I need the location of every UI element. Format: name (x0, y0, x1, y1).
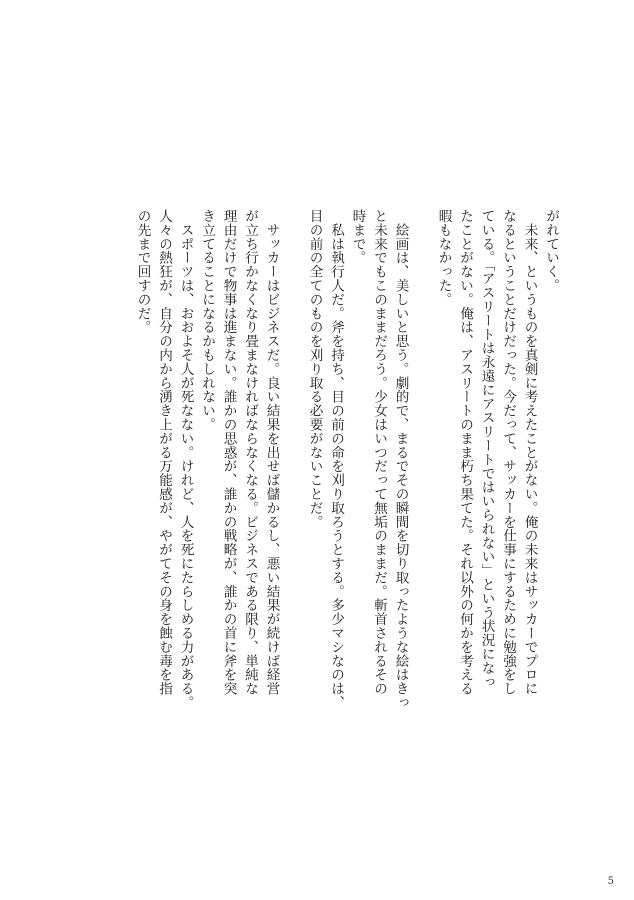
text-line: 絵画は、美しいと思う。劇的で、まるでその瞬間を切り取ったような絵はきっ (392, 209, 409, 710)
page-number: 5 (607, 876, 614, 887)
text-line: き立てることになるかもしれない。 (199, 209, 215, 432)
text-line: と未来でもこのままだろう。少女はいつだって無垢のままだ。斬首されるその (371, 209, 387, 696)
text-line: スポーツは、おおよそ人が死なない。けれど、人を死にたらしめる力がある。 (177, 209, 194, 710)
text-line: ている。「アスリートは永遠にアスリートではいられない」という状況になっ (478, 209, 495, 689)
text-line: 私は執行人だ。斧を持ち、目の前の命を刈り取ろうとする。多少マシなのは、 (328, 209, 344, 710)
text-line: 暇もなかった。 (435, 209, 452, 307)
text-line: の先まで回すのだ。 (134, 209, 151, 335)
text-line: サッカーはビジネスだ。良い結果を出せば儲かるし、悪い結果が続けば経営 (263, 209, 280, 696)
text-line: 人々の熱狂が、自分の内から湧き上がる万能感が、やがてその身を蝕む毒を指 (156, 209, 172, 696)
text-line: 理由だけで物事は進まない。誰かの思惑が、誰かの戦略が、誰かの首に斧を突 (220, 209, 237, 696)
text-line: がれていく。 (543, 209, 559, 293)
vertical-text-block (71, 209, 561, 710)
blank-line (282, 209, 304, 699)
text-line: 目の前の全てのものを刈り取る必要がないことだ。 (306, 209, 323, 529)
text-line: が立ち行かなくなり畳まなければならなくなる。ビジネスである限り、単純な (242, 209, 258, 696)
text-line: たことがない。俺は、アスリートのまま朽ち果てた。それ以外の何かを考える (457, 209, 473, 696)
text-line: 未来、というものを真剣に考えたことがない。俺の未来はサッカーでプロに (521, 209, 538, 696)
blank-line (411, 209, 433, 699)
text-line: 時まで。 (349, 209, 366, 265)
text-line: なるということだけだった。今だって、サッカーを仕事にするために勉強をし (500, 209, 516, 696)
